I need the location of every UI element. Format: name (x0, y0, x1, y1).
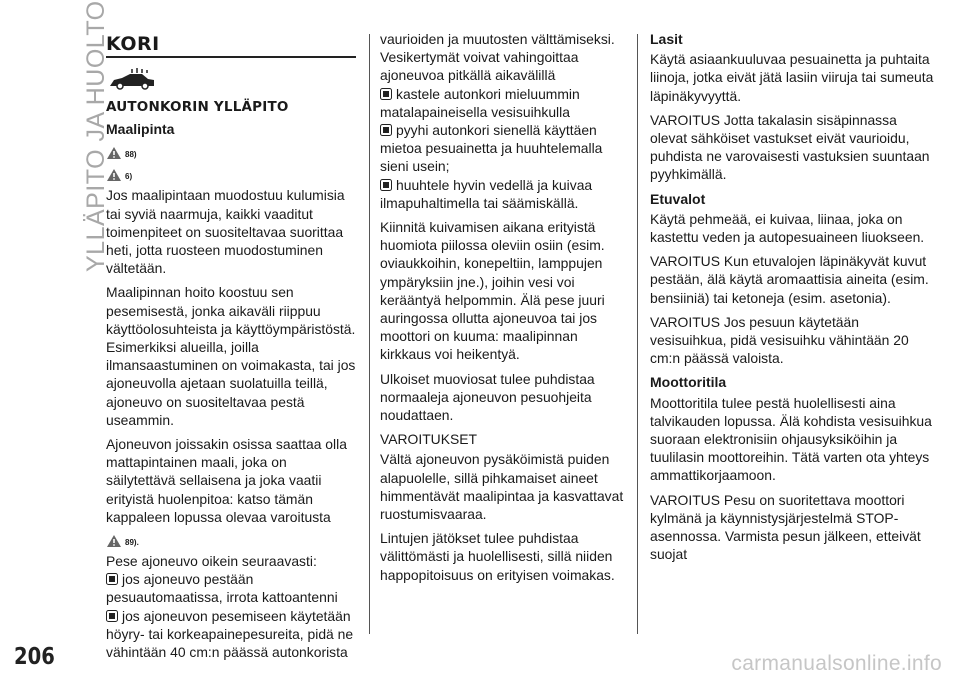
paragraph: Ajoneuvon joissakin osissa saattaa olla mattapintainen maali, joka on säilytettävä sellaisena ja joka vaatii erityistä huolenpitoa: katso tämän kappaleen lopussa olevaa varoitusta (106, 436, 347, 525)
warnings-heading: VAROITUKSET (380, 431, 477, 448)
page-number: 206 (14, 644, 55, 670)
reference-number: 89). (125, 538, 139, 548)
reference-number: 6) (125, 172, 133, 182)
warning-triangle-icon (106, 146, 122, 160)
paragraph: Ulkoiset muoviosat tulee puhdistaa normaaleja ajoneuvon pesuohjeita noudattaen. (380, 370, 595, 424)
list-item (106, 607, 358, 662)
section-title-rule (106, 56, 356, 58)
paragraph: VAROITUS Jos pesuun käytetään vesisuihkua, pidä vesisuihku vähintään 20 cm:n päässä valoista. (650, 313, 909, 367)
paragraph: VAROITUS Jotta takalasin sisäpinnassa olevat sähköiset vastukset eivät vaurioidu, puhdista ne varovaisesti vastuksien suuntaan pyyhkimällä. (650, 111, 930, 183)
watermark: carmanualsonline.info (731, 652, 942, 675)
reference-number: 88) (125, 150, 137, 160)
car-wash-icon (108, 68, 156, 90)
side-chapter-title (52, 0, 110, 274)
paragraph: vaurioiden ja muutosten välttämiseksi. Vesikertymät voivat vahingoittaa ajoneuvoa pitkällä aikavälillä (380, 31, 615, 84)
column-2 (380, 30, 625, 590)
bullet-square-icon (380, 124, 392, 136)
list-item (380, 85, 625, 121)
paragraph: Käytä pehmeää, ei kuivaa, liinaa, joka on kastettu veden ja autopesuaineen liuokseen. (650, 210, 925, 246)
paragraph: Maalipinnan hoito koostuu sen pesemisestä, jonka aikaväli riippuu käyttöolosuhteista ja käyttöympäristöstä. Esimerkiksi alueilla, joilla ilmansaastuminen on voimakasta, tai jos ajoneuvolla ajetaan suolatuilla teillä, ajoneuvo on suositeltavaa pestä useammin. (106, 284, 356, 428)
heading-windows: Lasit (650, 31, 683, 47)
heading-engine-compartment: Moottoritila (650, 374, 727, 391)
bullet-square-icon (106, 573, 118, 585)
paragraph: Vältä ajoneuvon pysäköimistä puiden alapuolelle, sillä pihkamaiset aineet himmentävät maalipintaa ja kasvattavat ruostumisvaaraa. (380, 451, 624, 523)
bullet-square-icon (380, 179, 392, 191)
section-title: KORI (106, 33, 160, 55)
column-3 (650, 30, 935, 569)
paragraph: Jos maalipintaan muodostuu kulumisia tai syviä naarmuja, kaikki vaaditut toimenpiteet on suositeltavaa suorittaa heti, jotta ruosteen muodostuminen vältetään. (106, 187, 345, 277)
bullet-square-icon (106, 610, 118, 622)
side-chapter-title-text: YLLÄPITO JA HUOLTO (82, 0, 110, 272)
paragraph: VAROITUS Pesu on suoritettava moottori kylmänä ja käynnistysjärjestelmä STOP-asennossa. Varmista pesun jälkeen, etteivät suojat (650, 491, 921, 563)
paragraph: VAROITUS Kun etuvalojen läpinäkyvät kuvut pestään, älä käytä aromaattisia aineita (esim. bensiiniä) tai ketoneja (esim. asetonia). (650, 253, 929, 306)
warning-triangle-icon (106, 168, 122, 182)
warning-reference-6 (106, 162, 358, 182)
bullet-square-icon (380, 88, 392, 100)
paragraph: Moottoritila tulee pestä huolellisesti aina talvikauden lopussa. Älä kohdista vesisuihkua suoraan elektronisiin ohjausyksiköihin ja tuulilasin moottoreihin. Tätä varten ota yhteys ammattikorjaamoon. (650, 394, 932, 484)
list-item-text: kastele autonkori mieluummin matalapaineisella vesisuihkulla (380, 85, 580, 120)
column-1 (106, 30, 358, 661)
warning-reference-88 (106, 140, 358, 160)
list-item (106, 570, 358, 606)
list-item-text: huuhtele hyvin vedellä ja kuivaa ilmapuhaltimella tai säämiskällä. (380, 176, 593, 211)
paragraph: Lintujen jätökset tulee puhdistaa välittömästi ja huolellisesti, sillä niiden happopitoisuus on erityisen voimakas. (380, 530, 615, 583)
paragraph: Pese ajoneuvo oikein seuraavasti: (106, 553, 317, 570)
heading-headlights: Etuvalot (650, 190, 706, 207)
warning-triangle-icon (106, 534, 122, 548)
column-divider-2 (637, 34, 638, 634)
paragraph: Käytä asiaankuuluvaa pesuainetta ja puhtaita liinoja, jotka eivät jätä lasiin viiruja tai sumeuta läpinäkyvyyttä. (650, 51, 934, 104)
list-item-text: jos ajoneuvo pestään pesuautomaatissa, irrota kattoantenni (106, 571, 338, 606)
subsection-title: AUTONKORIN YLLÄPITO (106, 99, 289, 115)
list-item-text: jos ajoneuvon pesemiseen käytetään höyry- tai korkeapainepesureita, pidä ne vähintään 40 cm:n päässä autonkorista (106, 607, 354, 661)
paragraph: Kiinnitä kuivamisen aikana erityistä huomiota piilossa oleviin osiin (esim. oviaukkoihin, konepeltiin, lamppujen ympäryksiin jne.), joihin vesi voi kerääntyä helpommin. Älä pese juuri auringossa ollutta ajoneuvoa tai jos moottori on kuuma: maalipinnan kirkkaus voi heikentyä. (380, 219, 605, 363)
list-item (380, 176, 625, 212)
heading-paintwork: Maalipinta (106, 121, 175, 138)
warning-reference-89 (106, 528, 358, 548)
column-divider-1 (369, 34, 370, 634)
list-item-text: pyyhi autonkori sienellä käyttäen mietoa pesuainetta ja huuhtelemalla sieni usein; (380, 122, 603, 175)
list-item (380, 121, 625, 176)
